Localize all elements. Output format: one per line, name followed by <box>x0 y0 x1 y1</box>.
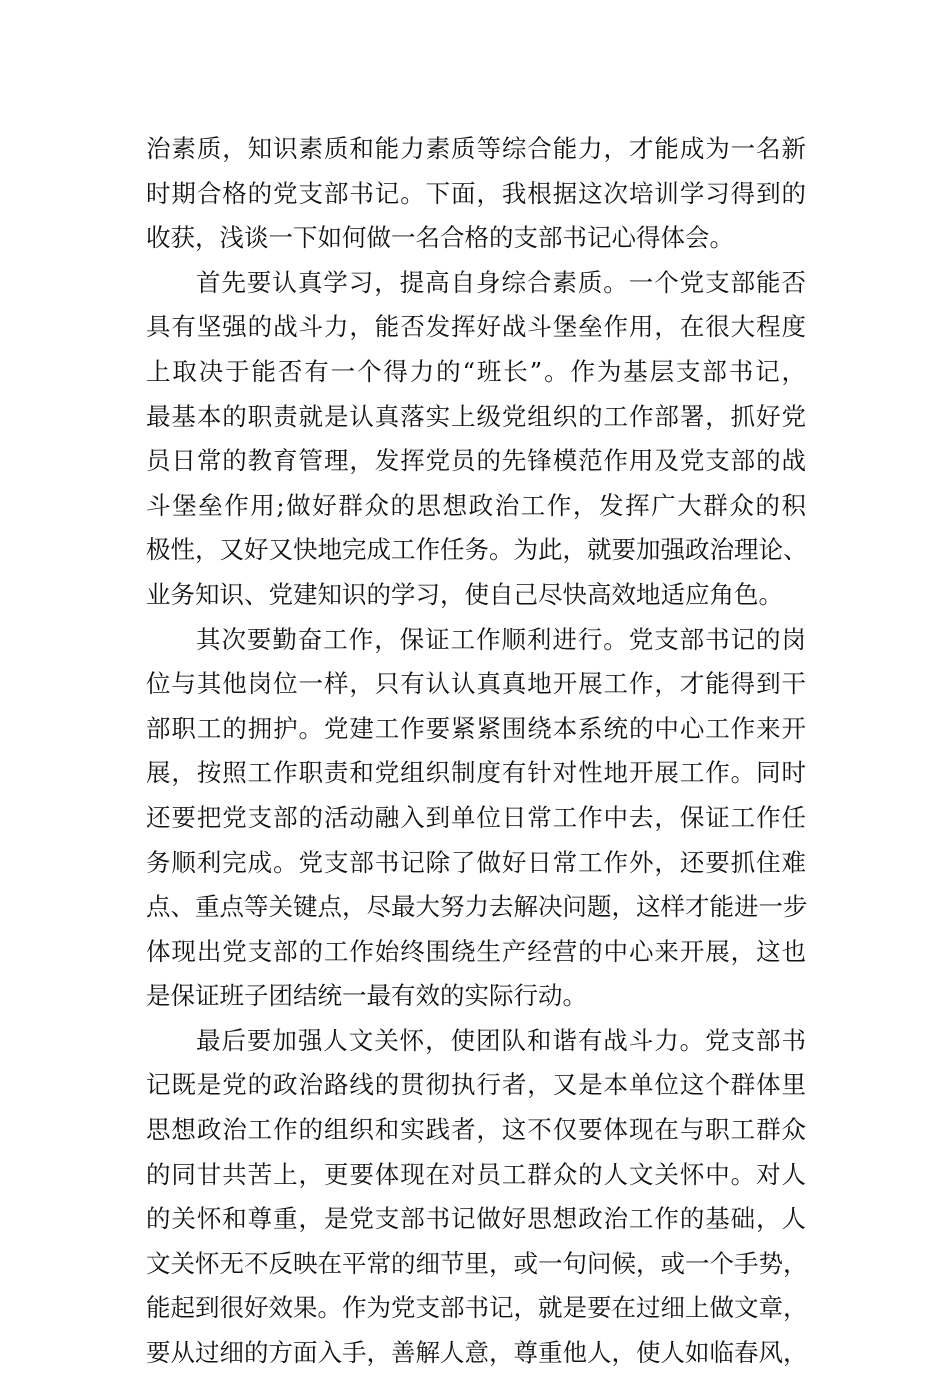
text-line: 文关怀无不反映在平常的细节里，或一句问候，或一个手势， <box>146 1248 808 1278</box>
text-line: 其次要勤奋工作，保证工作顺利进行。党支部书记的岗 <box>196 624 806 654</box>
text-line: 还要把党支部的活动融入到单位日常工作中去，保证工作任 <box>146 802 806 832</box>
text-line: 斗堡垒作用;做好群众的思想政治工作，发挥广大群众的积 <box>146 490 806 520</box>
text-line: 部职工的拥护。党建工作要紧紧围绕本系统的中心工作来开 <box>146 713 806 743</box>
body-text <box>146 127 806 1376</box>
text-line: 的关怀和尊重，是党支部书记做好思想政治工作的基础，人 <box>146 1204 806 1234</box>
text-line: 治素质，知识素质和能力素质等综合能力，才能成为一名新 <box>146 134 806 163</box>
text-line: 业务知识、党建知识的学习，使自己尽快高效地适应角色。 <box>146 579 783 609</box>
text-line: 上取决于能否有一个得力的“班长”。作为基层支部书记， <box>146 356 806 386</box>
text-line: 展，按照工作职责和党组织制度有针对性地开展工作。同时 <box>146 758 806 788</box>
text-line: 务顺利完成。党支部书记除了做好日常工作外，还要抓住难 <box>146 847 806 877</box>
text-line: 最基本的职责就是认真落实上级党组织的工作部署，抓好党 <box>146 401 806 431</box>
text-line: 能起到很好效果。作为党支部书记，就是要在过细上做文章， <box>146 1293 808 1323</box>
text-line: 员日常的教育管理，发挥党员的先锋模范作用及党支部的战 <box>146 446 806 476</box>
text-line: 首先要认真学习，提高自身综合素质。一个党支部能否 <box>196 267 806 297</box>
text-line: 是保证班子团结统一最有效的实际行动。 <box>146 981 587 1011</box>
text-line: 极性，又好又快地完成工作任务。为此，就要加强政治理论、 <box>146 535 808 565</box>
text-line: 的同甘共苦上，更要体现在对员工群众的人文关怀中。对人 <box>146 1159 806 1189</box>
text-line: 位与其他岗位一样，只有认认真真地开展工作，才能得到干 <box>146 669 806 699</box>
text-line: 记既是党的政治路线的贯彻执行者，又是本单位这个群体里 <box>146 1070 806 1100</box>
text-line: 要从过细的方面入手，善解人意，尊重他人，使人如临春风， <box>146 1338 808 1368</box>
text-line: 点、重点等关键点，尽最大努力去解决问题，这样才能进一步 <box>146 892 808 922</box>
text-line: 最后要加强人文关怀，使团队和谐有战斗力。党支部书 <box>196 1025 806 1055</box>
text-line: 时期合格的党支部书记。下面，我根据这次培训学习得到的 <box>146 178 806 208</box>
text-line: 体现出党支部的工作始终围绕生产经营的中心来开展，这也 <box>146 936 806 966</box>
text-line: 思想政治工作的组织和实践者，这不仅要体现在与职工群众 <box>146 1115 806 1145</box>
text-line: 收获，浅谈一下如何做一名合格的支部书记心得体会。 <box>146 223 734 253</box>
text-line: 具有坚强的战斗力，能否发挥好战斗堡垒作用，在很大程度 <box>146 312 806 342</box>
